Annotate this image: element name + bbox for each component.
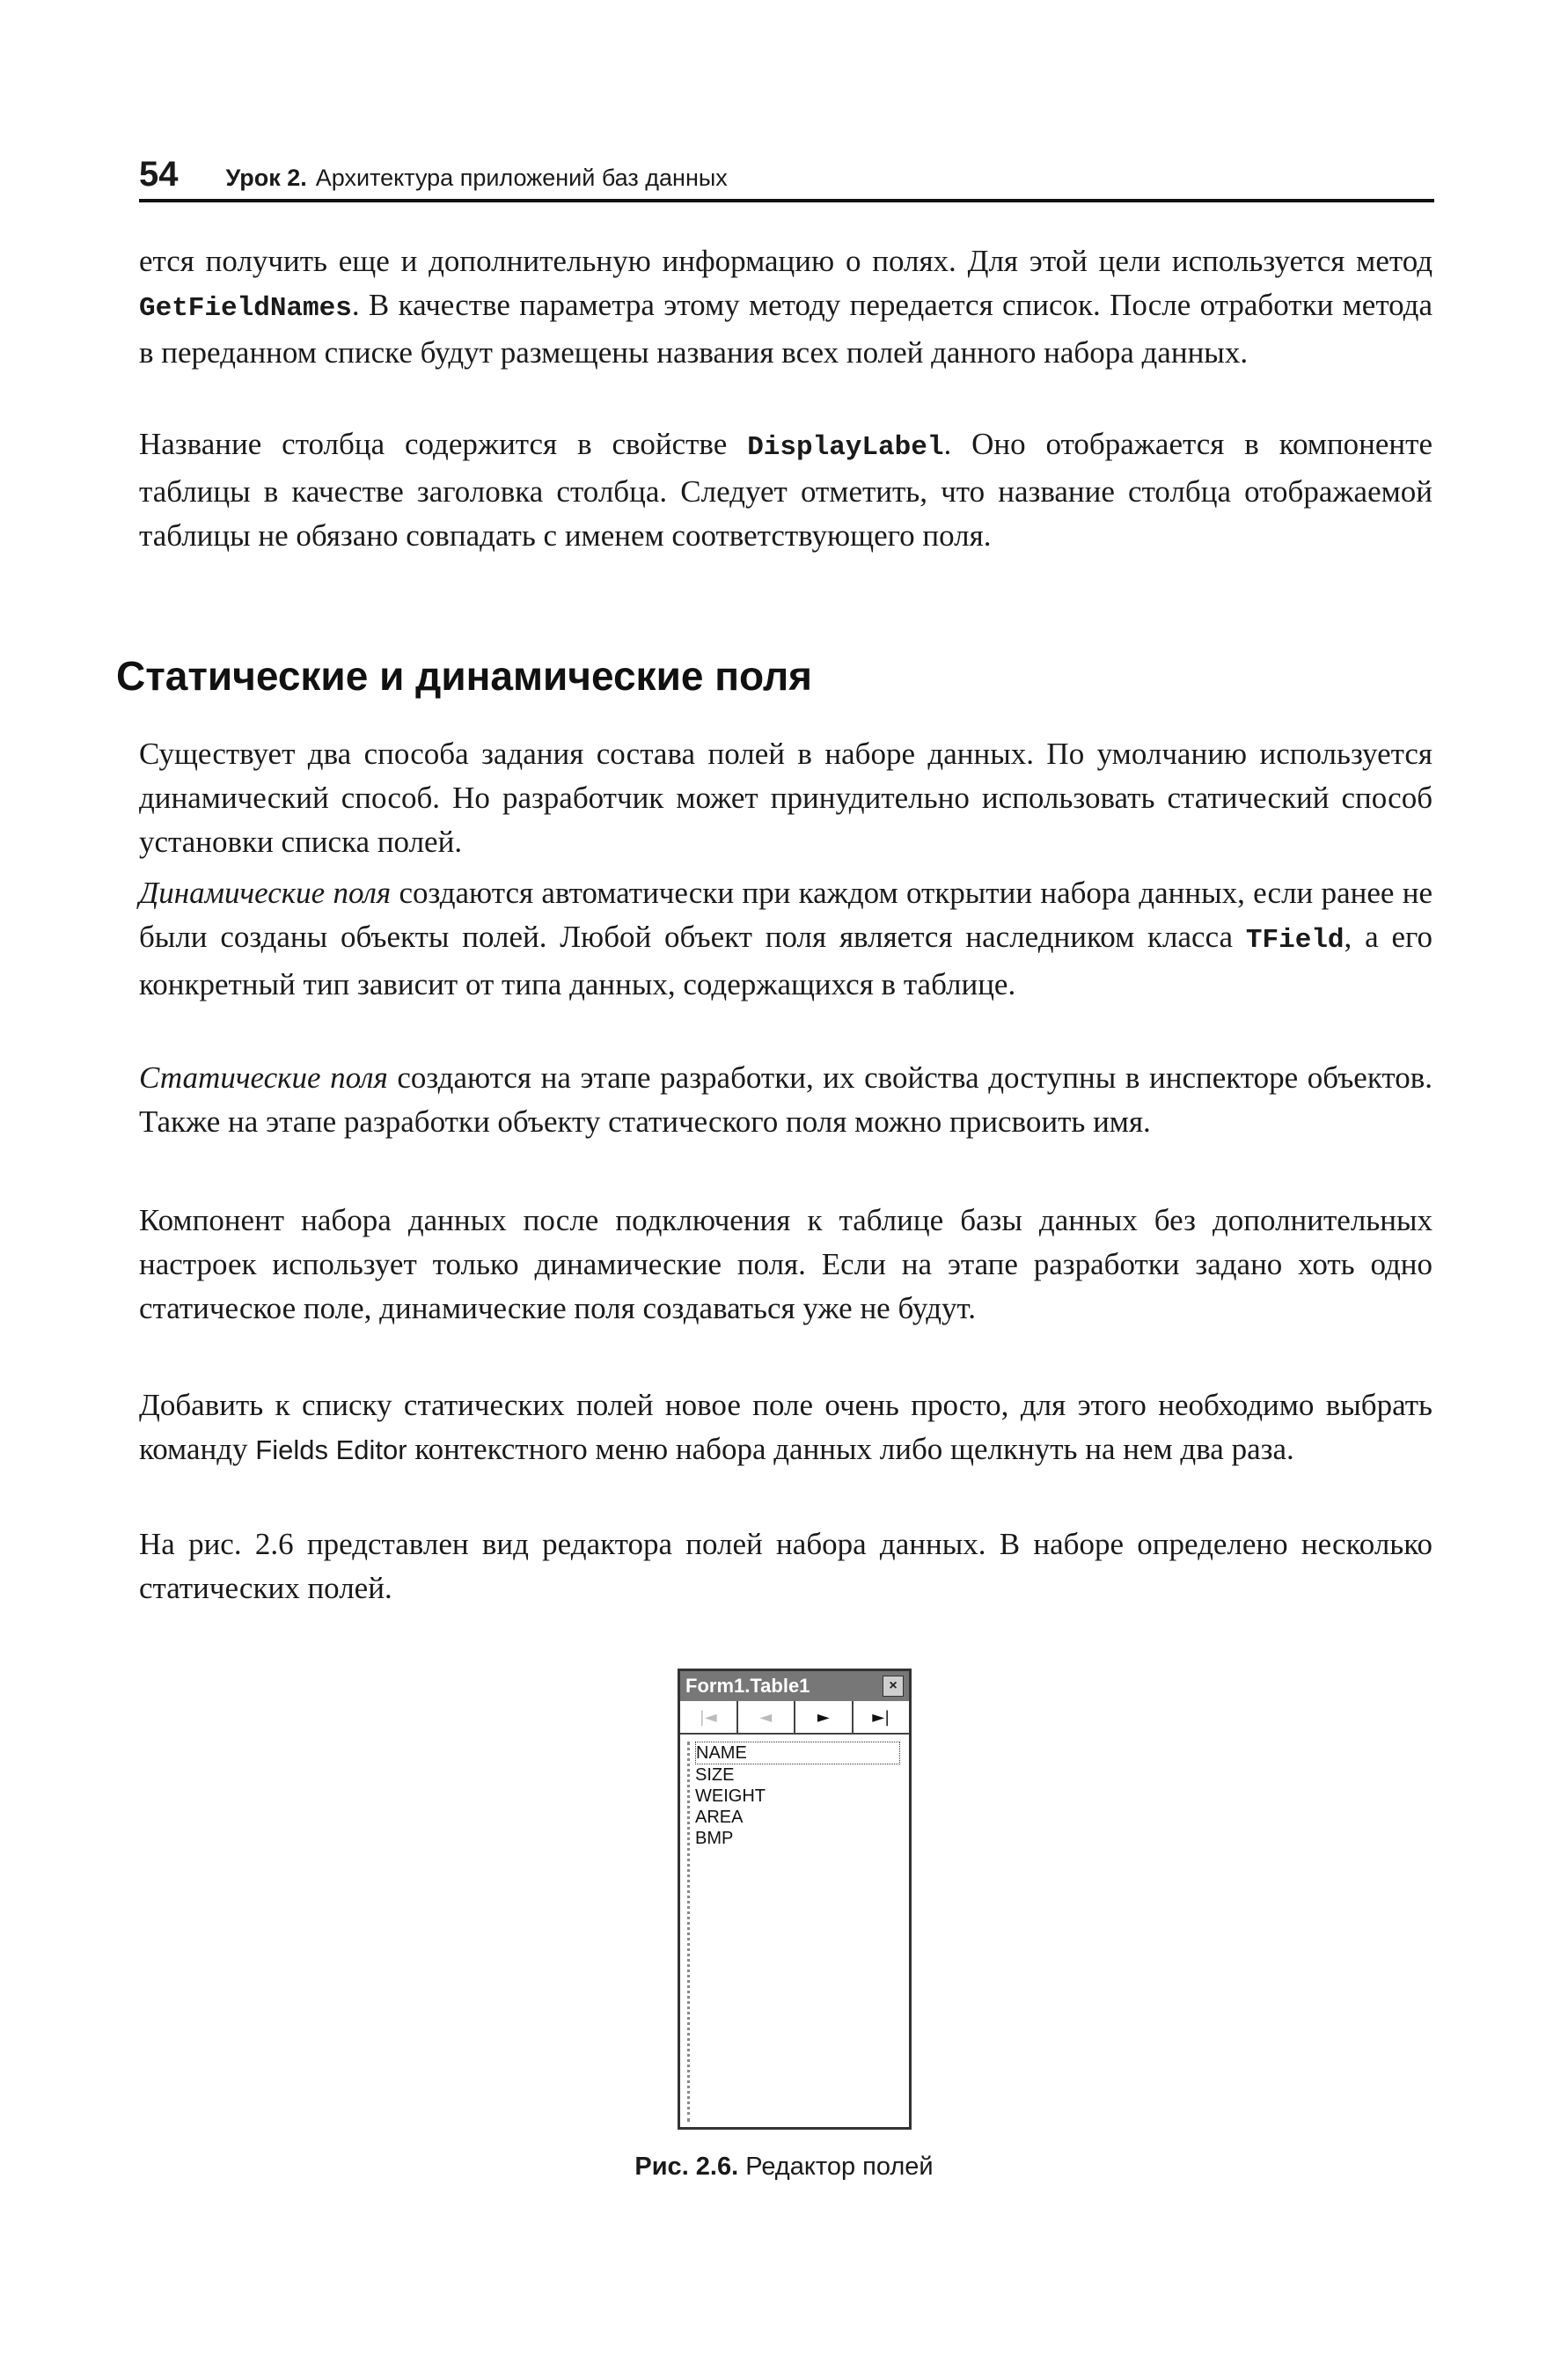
next-record-icon[interactable]: ► — [795, 1701, 854, 1733]
figure-caption — [0, 2153, 1568, 2182]
paragraph-fields-editor — [139, 1383, 1432, 1472]
paragraph-two-methods: Существует два способа задания состава полей в наборе данных. По умолчанию используется динамический способ. Но разработчик может принудительно использовать статический способ установки списка полей. — [139, 737, 1432, 859]
field-item-size[interactable]: SIZE — [695, 1765, 735, 1785]
text-span: контекстного меню набора данных либо щелкнуть на нем два раза. — [407, 1432, 1294, 1466]
caption-text: Редактор полей — [745, 2153, 934, 2181]
command-fields-editor: Fields Editor — [255, 1434, 407, 1465]
text-span: создаются на этапе разработки, их свойства доступны в инспекторе объектов. Также на этапе разработки объекту статического поля можно присвоить имя. — [139, 1060, 1432, 1139]
text-span: Добавить к списку статических полей новое поле очень просто, для этого необходимо выбрать команду — [139, 1388, 1432, 1466]
header-lesson: Урок 2. — [225, 165, 307, 192]
window-title: Form1.Table1 — [685, 1675, 810, 1697]
text-span: , а его конкретный тип зависит от типа данных, содержащихся в таблице. — [139, 920, 1432, 1001]
text-span: ется получить еще и дополнительную информацию о полях. Для этой цели используется метод — [139, 244, 1432, 278]
last-record-icon[interactable]: ►| — [872, 1707, 890, 1727]
paragraph-figure-reference: На рис. 2.6 представлен вид редактора полей набора данных. В наборе определено несколько статических полей. — [139, 1527, 1432, 1605]
text-span: создаются автоматически при каждом открытии набора данных, если ранее не были созданы объекты полей. Любой объект поля является наследником класса — [139, 876, 1433, 954]
close-icon[interactable]: × — [883, 1676, 904, 1697]
header-chapter-title: Архитектура приложений баз данных — [315, 165, 728, 192]
caption-label: Рис. 2.6. — [634, 2153, 739, 2181]
paragraph-static-fields — [139, 1056, 1432, 1144]
paragraph-dataset-component: Компонент набора данных после подключения к таблице базы данных без дополнительных настроек использует только динамические поля. Если на этапе разработки задано хоть одно статическое поле, динамические поля создаваться уже не будут. — [139, 1203, 1432, 1325]
prior-record-icon[interactable]: ◄ — [738, 1701, 796, 1733]
first-record-icon[interactable]: |◄ — [680, 1701, 738, 1733]
field-item-name[interactable]: NAME — [695, 1742, 900, 1764]
paragraph-displaylabel — [139, 422, 1432, 558]
code-getfieldnames: GetFieldNames — [139, 293, 352, 324]
field-item-bmp[interactable]: BMP — [695, 1829, 734, 1848]
text-span: . Оно отображается в компоненте таблицы в качестве заголовка столбца. Следует отметить, что название столбца отображаемой таблицы не обязано совпадать с именем соответствующего поля. — [139, 427, 1432, 553]
paragraph-dynamic-fields — [139, 871, 1432, 1007]
fields-editor-window — [678, 1669, 912, 2130]
window-titlebar[interactable] — [680, 1671, 909, 1701]
term-dynamic-fields: Динамические поля — [139, 876, 392, 910]
text-span: Название столбца содержится в свойстве — [139, 427, 748, 461]
fields-list[interactable] — [687, 1742, 904, 2122]
paragraph-getfieldnames — [139, 239, 1432, 375]
field-item-area[interactable]: AREA — [695, 1808, 744, 1827]
field-item-weight[interactable]: WEIGHT — [695, 1786, 766, 1806]
section-heading: Статические и динамические поля — [116, 653, 813, 699]
page-number: 54 — [139, 155, 179, 194]
term-static-fields: Статические поля — [139, 1060, 388, 1095]
code-tfield: TField — [1245, 925, 1345, 956]
text-span: . В качестве параметра этому методу передается список. После отработки метода в переданном списке будут размещены названия всех полей данного набора данных. — [139, 288, 1432, 370]
navigator-toolbar — [680, 1701, 909, 1735]
running-header — [139, 148, 1434, 202]
code-displaylabel: DisplayLabel — [747, 432, 944, 463]
